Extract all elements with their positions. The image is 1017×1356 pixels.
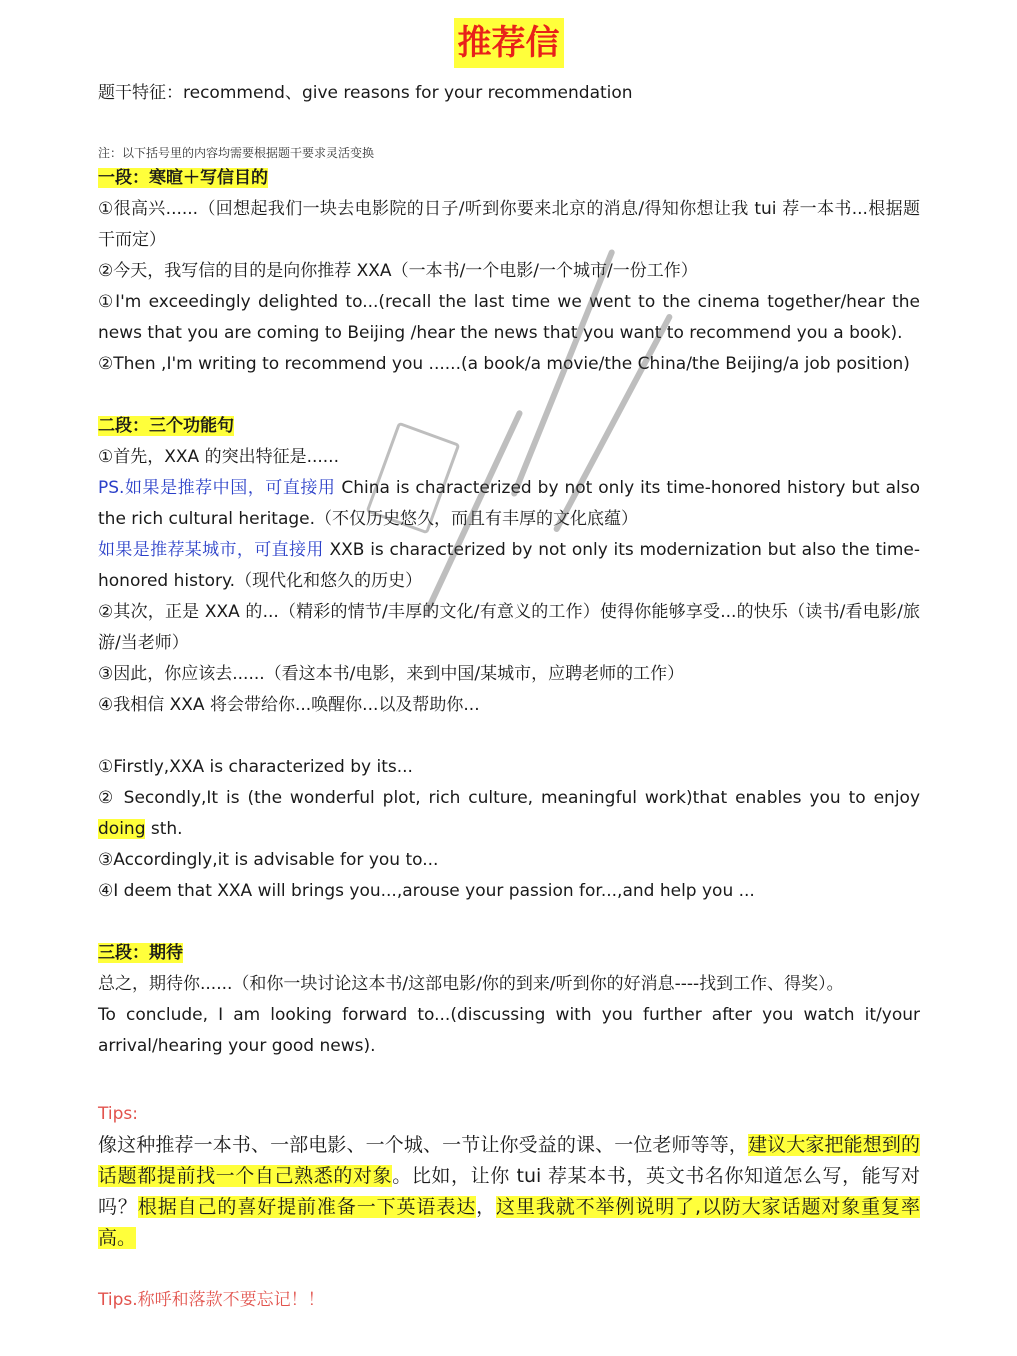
- section1-cn2: ②今天，我写信的目的是向你推荐 XXA（一本书/一个电影/一个城市/一份工作）: [98, 261, 698, 281]
- section1-en2: ②Then ,I'm writing to recommend you ......(a book/a movie/the China/the Beijing/a job position): [98, 354, 910, 374]
- section2-heading: 二段：三个功能句: [98, 416, 234, 436]
- section2-en1: ①Firstly,XXA is characterized by its...: [98, 757, 413, 777]
- section3-cn: 总之，期待你......（和你一块讨论这本书/这部电影/你的到来/听到你的好消息----找到工作、得奖）。: [98, 974, 844, 994]
- section2-cn4: ④我相信 XXA 将会带给你...唤醒你...以及帮助你...: [98, 695, 480, 715]
- document-body: [98, 78, 920, 1316]
- section2-cn3: ③因此，你应该去......（看这本书/电影，来到中国/某城市，应聘老师的工作）: [98, 664, 685, 684]
- tips-label: Tips:: [98, 1104, 138, 1124]
- section2-cn2: ②其次，正是 XXA 的...（精彩的情节/丰厚的文化/有意义的工作）使得你能够享受...的快乐（读书/看电影/旅游/当老师）: [98, 602, 920, 653]
- section1-cn1: ①很高兴......（回想起我们一块去电影院的日子/听到你要来北京的消息/得知你想让我 tui 荐一本书...根据题干而定）: [98, 199, 920, 250]
- tips-final: Tips.称呼和落款不要忘记！！: [98, 1290, 325, 1310]
- section2-city: 如果是推荐某城市，可直接用 XXB is characterized by not only its modernization but also the time-honored history.（现代化和悠久的历史）: [98, 540, 920, 591]
- note: 注：以下括号里的内容均需要根据题干要求灵活变换: [98, 146, 375, 160]
- title-area: [0, 0, 1017, 74]
- stem-feature: 题干特征：recommend、give reasons for your recommendation: [98, 83, 633, 103]
- section2-en2: ② Secondly,It is (the wonderful plot, rich culture, meaningful work)that enables you to enjoy doing sth.: [98, 788, 920, 839]
- section3-heading: 三段：期待: [98, 943, 183, 963]
- section2-en4: ④I deem that XXA will brings you...,arouse your passion for...,and help you ...: [98, 881, 755, 901]
- section2-cn1: ①首先，XXA 的突出特征是......: [98, 447, 339, 467]
- section1-en1: ①I'm exceedingly delighted to...(recall the last time we went to the cinema together/hear the news that you are coming to Beijing /hear the news that you want to recommend you a book).: [98, 292, 920, 343]
- section3-en: To conclude, I am looking forward to...(discussing with you further after you watch it/your arrival/hearing your good news).: [98, 1005, 920, 1056]
- tips-paragraph: 像这种推荐一本书、一部电影、一个城、一节让你受益的课、一位老师等等，建议大家把能想到的话题都提前找一个自己熟悉的对象。比如，让你 tui 荐某本书，英文书名你知道怎么写，能写对吗？根据自己的喜好提前准备一下英语表达，这里我就不举例说明了,以防大家话题对象重复率高。: [98, 1134, 920, 1249]
- section2-en3: ③Accordingly,it is advisable for you to...: [98, 850, 439, 870]
- section1-heading: 一段：寒暄＋写信目的: [98, 168, 268, 188]
- page-title: 推荐信: [454, 18, 564, 68]
- section2-ps: PS.如果是推荐中国，可直接用 China is characterized by not only its time-honored history but also the rich cultural heritage.（不仅历史悠久，而且有丰厚的文化底蕴）: [98, 478, 921, 529]
